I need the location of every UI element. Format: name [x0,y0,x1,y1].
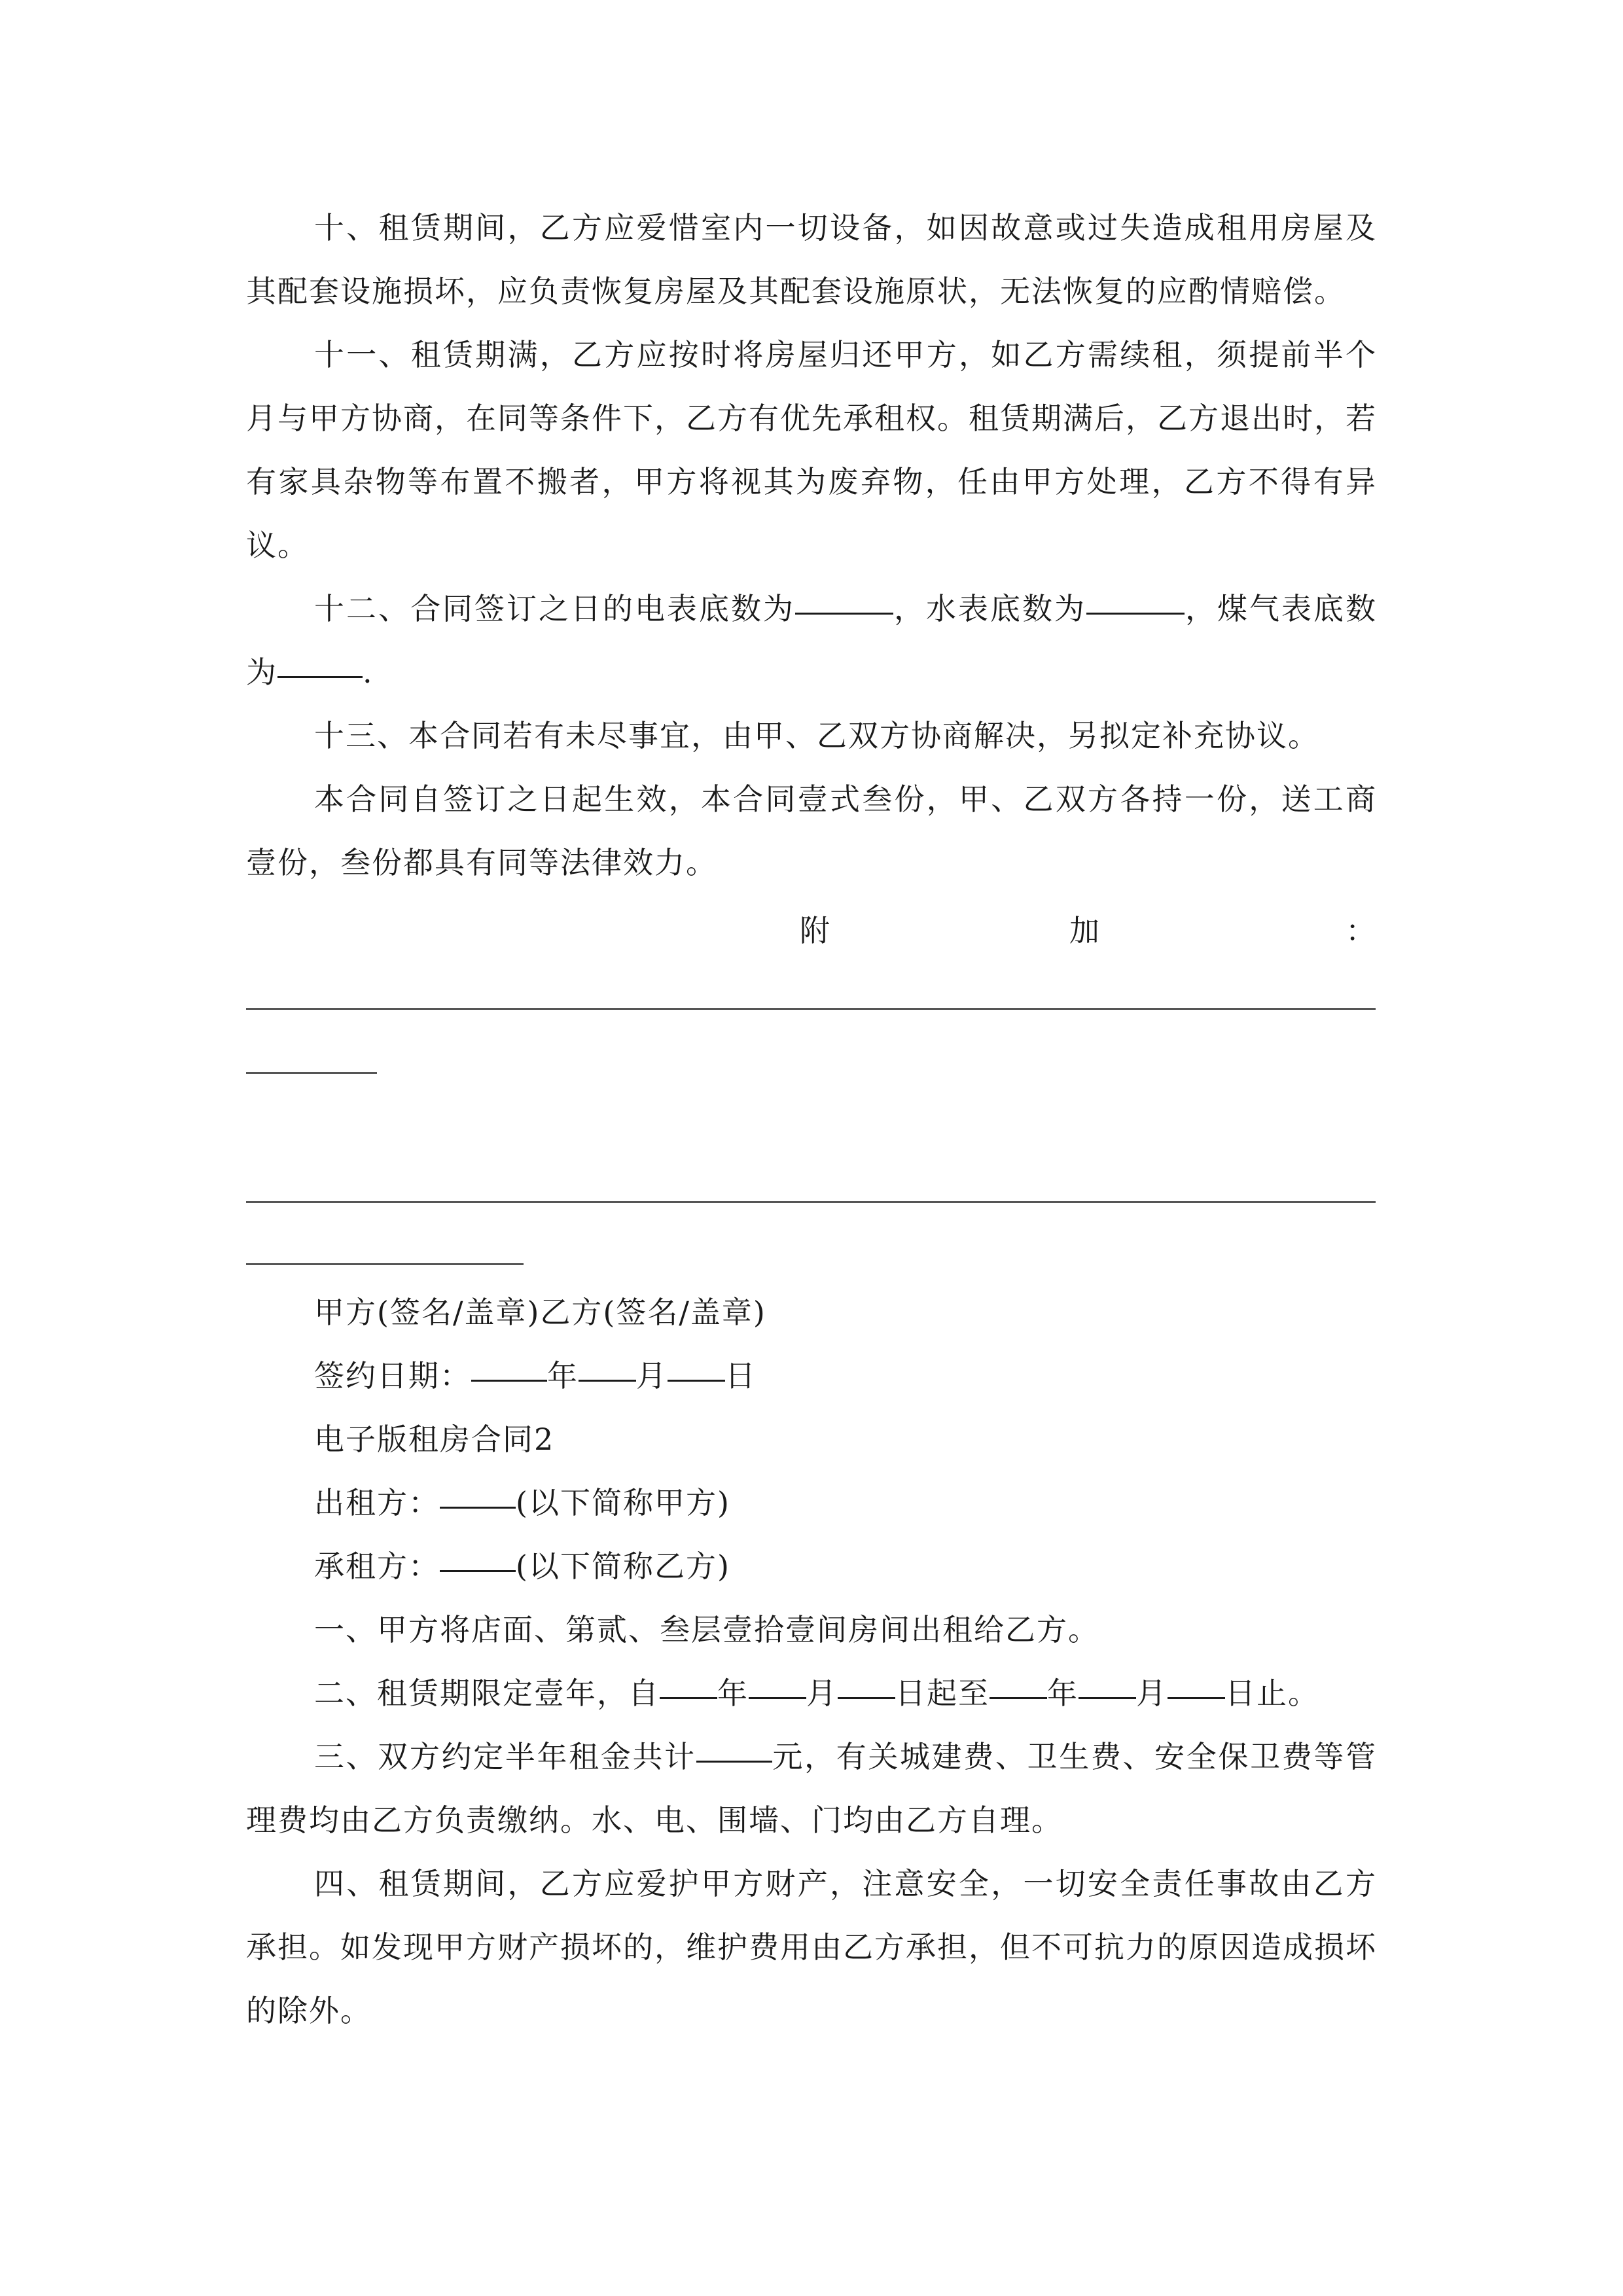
lessor-note: (以下简称甲方) [516,1485,730,1520]
clause-12-end: . [363,655,374,690]
water-meter-blank [1086,577,1185,615]
gas-meter-blank [277,641,363,678]
start-year-blank [660,1662,717,1699]
lessor-blank [440,1471,516,1509]
attachment-char-1: 附 [800,913,830,948]
contract2-clause-1: 一、甲方将店面、第贰、叁层壹拾壹间房间出租给乙方。 [314,1612,1099,1647]
lessee-line [246,1535,1377,1598]
attachment-line-1 [246,1008,1376,1010]
lessor-line [246,1471,1377,1535]
rent-prefix: 三、双方约定半年租金共计 [314,1739,696,1774]
signature-parties: 甲方(签名/盖章)乙方(签名/盖章) [314,1295,766,1330]
rent-amount-blank [696,1725,772,1763]
contract2-clause-4: 四、租赁期间，乙方应爱护甲方财产，注意安全，一切安全责任事故由乙方承担。如发现甲方财产损坏的，维护费用由乙方承担，但不可抗力的原因造成损坏的除外。 [246,1866,1377,2028]
signing-date [246,1344,1377,1408]
effective-clause: 本合同自签订之日起生效，本合同壹式叁份，甲、乙双方各持一份，送工商壹份，叁份都具有同等法律效力。 [246,781,1377,880]
contract2-clause-2 [246,1662,1377,1725]
signing-year-blank [471,1344,547,1382]
lessor-label: 出租方： [314,1485,440,1520]
start-year-label: 年 [717,1676,749,1711]
start-month-blank [749,1662,806,1699]
clause-13: 十三、本合同若有未尽事宜，由甲、乙双方协商解决，另拟定补充协议。 [314,718,1319,753]
attachment-heading [246,899,1377,963]
clause-11: 十一、租赁期满，乙方应按时将房屋归还甲方，如乙方需续租，须提前半个月与甲方协商，在同等条件下，乙方有优先承租权。租赁期满后，乙方退出时，若有家具杂物等布置不搬者，甲方将视其为废弃物，任由甲方处理，乙方不得有异议。 [246,337,1377,563]
start-month-label: 月 [806,1676,838,1711]
lessee-note: (以下简称乙方) [516,1549,730,1584]
lessee-blank [440,1535,516,1572]
end-day-suffix: 日止。 [1225,1676,1319,1711]
clause-10: 十、租赁期间，乙方应爱惜室内一切设备，如因故意或过失造成租用房屋及其配套设施损坏，应负责恢复房屋及其配套设施原状，无法恢复的应酌情赔偿。 [246,210,1377,309]
signing-day-label: 日 [725,1358,757,1393]
contract-clauses-part1 [246,196,1377,895]
clause-12-gas-meter: ，煤气表底数为 [246,591,1377,690]
attachment-colon: ： [1346,913,1376,948]
end-month-blank [1079,1662,1136,1699]
attachment-char-2: 加 [1069,913,1099,948]
contract2-clause-3 [246,1725,1377,1852]
end-year-blank [990,1662,1047,1699]
clause-12-water-meter: ，水表底数为 [893,591,1086,626]
start-day-suffix: 日起至 [895,1676,990,1711]
end-year-label: 年 [1047,1676,1079,1711]
attachment-line-2-tail [246,1263,524,1265]
contract2-title: 电子版租房合同2 [314,1422,555,1457]
attachment-line-2 [246,1201,1376,1203]
signature-and-contract2 [246,1281,1377,2043]
signing-day-blank [668,1344,725,1382]
attachment-line-1-tail [246,1072,377,1074]
signing-month-label: 月 [636,1358,668,1393]
lease-term-prefix: 二、租赁期限定壹年，自 [314,1676,660,1711]
end-day-blank [1168,1662,1225,1699]
end-month-label: 月 [1136,1676,1168,1711]
clause-12-electric-meter: 十二、合同签订之日的电表底数为 [314,591,795,626]
lessee-label: 承租方： [314,1549,440,1584]
signing-date-label: 签约日期： [314,1358,471,1393]
signing-year-label: 年 [547,1358,579,1393]
clause-12 [246,577,1377,704]
rent-rest: 元，有关城建费、卫生费、安全保卫费等管理费均由乙方负责缴纳。水、电、围墙、门均由乙方自理。 [246,1739,1378,1838]
start-day-blank [838,1662,895,1699]
electric-meter-blank [795,577,893,615]
signing-month-blank [579,1344,636,1382]
